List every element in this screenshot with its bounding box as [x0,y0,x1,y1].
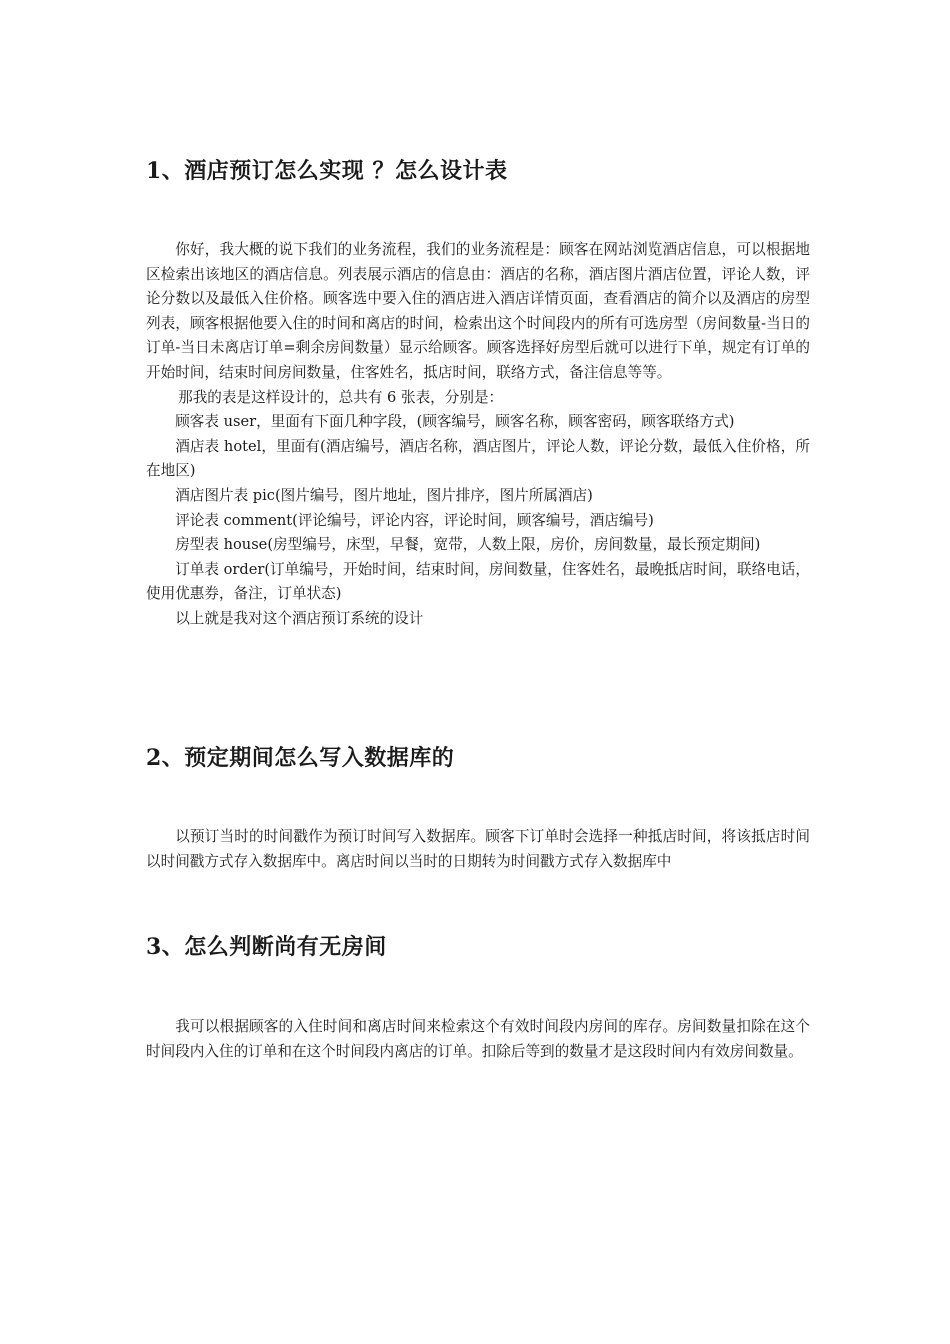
section-1-paragraph-comment-table: 评论表 comment(评论编号，评论内容，评论时间，顾客编号，酒店编号) [175,511,654,529]
section-1-paragraph-order-table: 订单表 order(订单编号，开始时间，结束时间，房间数量，住客姓名，最晚抵店时间，联络电话，使用优惠券，备注，订单状态) [146,560,810,603]
section-1-paragraph-hotel-table: 酒店表 hotel，里面有(酒店编号，酒店名称，酒店图片，评论人数，评论分数，最低入住价格，所在地区) [146,437,810,480]
section-2-body [146,825,810,874]
section-3-body [146,1015,810,1064]
section-1-paragraph-conclusion: 以上就是我对这个酒店预订系统的设计 [175,609,424,627]
section-3-paragraph: 我可以根据顾客的入住时间和离店时间来检索这个有效时间段内房间的库存。房间数量扣除在这个时间段内入住的订单和在这个时间段内离店的订单。扣除后等到的数量才是这段时间内有效房间数量。 [146,1018,810,1060]
section-1-title: 1、酒店预订怎么实现 ？怎么设计表 [146,158,508,184]
section-2-paragraph: 以预订当时的时间戳作为预订时间写入数据库。顾客下订单时会选择一种抵店时间，将该抵店时间以时间戳方式存入数据库中。离店时间以当时的日期转为时间戳方式存入数据库中 [146,828,810,870]
section-1-paragraph-user-table: 顾客表 user，里面有下面几种字段，(顾客编号，顾客名称，顾客密码，顾客联络方式) [175,413,735,431]
section-1-paragraph-house-table: 房型表 house(房型编号，床型，早餐，宽带，人数上限，房价，房间数量，最长预定期间) [175,536,761,554]
section-2-title: 2、预定期间怎么写入数据库的 [146,745,455,771]
section-1-paragraph-intro: 你好，我大概的说下我们的业务流程，我们的业务流程是：顾客在网站浏览酒店信息，可以根据地区检索出该地区的酒店信息。列表展示酒店的信息由：酒店的名称，酒店图片酒店位置，评论人数，评论分数以及最低入住价格。顾客选中要入住的酒店进入酒店详情页面，查看酒店的简介以及酒店的房型列表，顾客根据他要入住的时间和离店的时间，检索出这个时间段内的所有可选房型（房间数量-当日的订单-当日未离店订单=剩余房间数量）显示给顾客。顾客选择好房型后就可以进行下单，规定有订单的开始时间，结束时间房间数量，住客姓名，抵店时间，联络方式，备注信息等等。 [146,241,810,381]
section-1-body [146,238,810,632]
section-3-title: 3、怎么判断尚有无房间 [146,934,387,960]
section-1-paragraph-pic-table: 酒店图片表 pic(图片编号，图片地址，图片排序，图片所属酒店) [175,486,593,504]
section-1-paragraph-tables-intro: 那我的表是这样设计的，总共有 6 张表，分别是： [178,388,504,406]
